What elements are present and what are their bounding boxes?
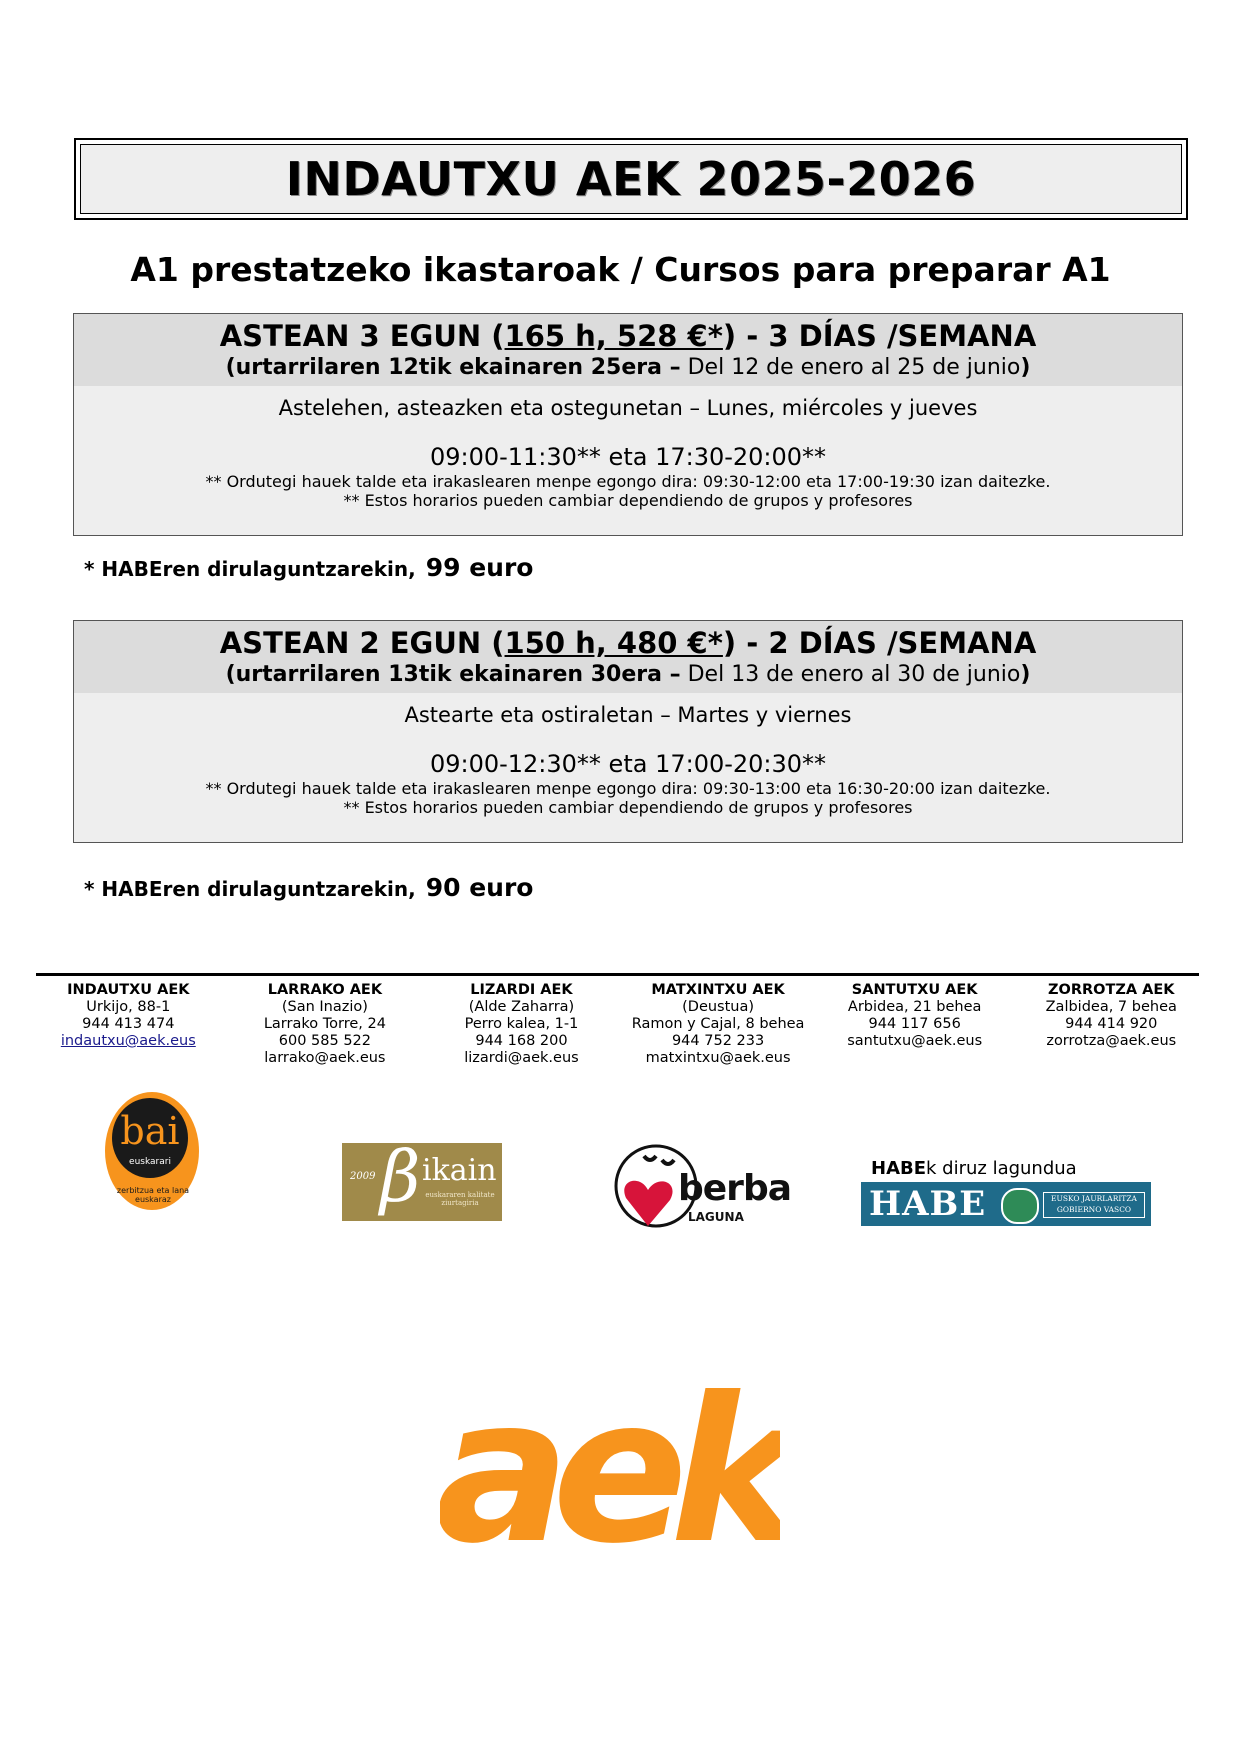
course-dates-eu: (urtarrilaren 13tik ekainaren 30era –: [225, 662, 681, 687]
office-column: [620, 982, 817, 1067]
course-title-pre: ASTEAN 2 EGUN (: [219, 626, 505, 660]
bai-euskarari-logo: [103, 1090, 201, 1212]
berba-laguna-logo: [614, 1140, 792, 1232]
office-line: (Deustua): [682, 999, 755, 1015]
office-line: Perro kalea, 1-1: [464, 1016, 579, 1032]
course-dates-close: ): [1020, 662, 1031, 687]
course-title-post: ) - 3 DÍAS /SEMANA: [722, 319, 1037, 353]
habe-word: HABE: [869, 1184, 987, 1224]
course-body: [74, 394, 1182, 510]
bai-sub: euskarari: [129, 1157, 171, 1167]
office-name: LARRAKO AEK: [267, 982, 383, 998]
habe-logo: [861, 1182, 1151, 1226]
aek-logo-graphic: [440, 1360, 780, 1590]
subsidy-line: [84, 553, 533, 582]
aek-word: aek: [440, 1360, 780, 1588]
offices-list: [30, 982, 1210, 1067]
course-title: [74, 318, 1182, 354]
bai-word: bai: [120, 1109, 180, 1153]
habe-caption-rest: k diruz lagundua: [926, 1158, 1077, 1179]
habe-caption-bold: HABE: [871, 1158, 927, 1179]
office-line: 944 117 656: [868, 1016, 961, 1032]
aek-logo: [440, 1360, 780, 1590]
office-email: matxintxu@aek.eus: [645, 1050, 791, 1066]
bikain-year: 2009: [350, 1171, 376, 1182]
course-dates-close: ): [1020, 355, 1031, 380]
office-name: ZORROTZA AEK: [1047, 982, 1175, 998]
course-header: [74, 314, 1182, 386]
office-line: 944 168 200: [475, 1033, 568, 1049]
bai-tagline: zerbitzua eta lana euskaraz: [116, 1186, 190, 1204]
office-name: LIZARDI AEK: [470, 982, 573, 998]
course-note-es: ** Estos horarios pueden cambiar dependiendo de grupos y profesores: [343, 491, 913, 510]
berba-sub: LAGUNA: [688, 1210, 744, 1224]
office-line: (San Inazio): [281, 999, 368, 1015]
coat-of-arms-icon: [1001, 1188, 1039, 1224]
bikain-logo: [342, 1143, 502, 1221]
office-line: 600 585 522: [278, 1033, 372, 1049]
office-column: [1013, 982, 1210, 1067]
office-column: [816, 982, 1013, 1067]
course-dates: [74, 354, 1182, 382]
bikain-beta-icon: β: [380, 1143, 421, 1218]
bikain-word: ikain: [422, 1153, 497, 1188]
office-name: INDAUTXU AEK: [67, 982, 190, 998]
footer-divider: [36, 973, 1199, 976]
office-email: lizardi@aek.eus: [464, 1050, 579, 1066]
course-hours: 09:00-11:30** eta 17:30-20:00**: [429, 443, 827, 471]
subsidy-amount: 90 euro: [425, 873, 534, 902]
berba-word: berba: [678, 1168, 792, 1209]
office-email: larrako@aek.eus: [264, 1050, 386, 1066]
course-title: [74, 625, 1182, 661]
office-name: MATXINTXU AEK: [651, 982, 785, 998]
office-line: 944 752 233: [671, 1033, 765, 1049]
office-line: (Alde Zaharra): [468, 999, 575, 1015]
office-column: [423, 982, 620, 1067]
gov-es: GOBIERNO VASCO: [1056, 1205, 1132, 1214]
bikain-sub: euskararen kalitate ziurtagiria: [425, 1191, 495, 1207]
course-hours-price: 150 h, 480 €*: [504, 626, 723, 660]
course-note-eu: ** Ordutegi hauek talde eta irakaslearen menpe egongo dira: 09:30-12:00 eta 17:00-19:30 izan daitezke.: [205, 472, 1051, 491]
course-header: [74, 621, 1182, 693]
course-2-days: [73, 620, 1183, 843]
subsidy-line: [84, 873, 533, 902]
office-name: SANTUTXU AEK: [851, 982, 978, 998]
office-line: 944 414 920: [1065, 1016, 1158, 1032]
course-3-days: [73, 313, 1183, 536]
office-email: zorrotza@aek.eus: [1046, 1033, 1177, 1049]
page-title: INDAUTXU AEK 2025-2026: [80, 144, 1182, 214]
course-body: [74, 701, 1182, 817]
course-note-es: ** Estos horarios pueden cambiar dependiendo de grupos y profesores: [343, 798, 913, 817]
course-dates-eu: (urtarrilaren 12tik ekainaren 25era –: [225, 355, 681, 380]
office-line: Urkijo, 88-1: [86, 999, 171, 1015]
office-column: [30, 982, 227, 1067]
office-email: santutxu@aek.eus: [847, 1033, 983, 1049]
course-note-eu: ** Ordutegi hauek talde eta irakaslearen menpe egongo dira: 09:30-13:00 eta 16:30-20:00 izan daitezke.: [205, 779, 1051, 798]
subsidy-amount: 99 euro: [425, 553, 534, 582]
office-email-link[interactable]: indautxu@aek.eus: [60, 1033, 196, 1049]
office-column: [227, 982, 424, 1067]
office-line: Zalbidea, 7 behea: [1045, 999, 1177, 1015]
course-dates-es: Del 12 de enero al 25 de junio: [680, 355, 1021, 380]
gov-eu: EUSKO JAURLARITZA: [1051, 1194, 1137, 1203]
office-line: Arbidea, 21 behea: [847, 999, 982, 1015]
course-hours: 09:00-12:30** eta 17:00-20:30**: [429, 750, 827, 778]
subsidy-label: * HABEren dirulaguntzarekin,: [84, 877, 416, 901]
habe-caption: [871, 1158, 1077, 1179]
course-title-post: ) - 2 DÍAS /SEMANA: [722, 626, 1037, 660]
course-days: Astearte eta ostiraletan – Martes y viernes: [404, 703, 852, 727]
course-days: Astelehen, asteazken eta ostegunetan – Lunes, miércoles y jueves: [278, 396, 978, 420]
course-dates: [74, 661, 1182, 689]
habe-government: [1043, 1192, 1145, 1218]
page-subtitle: A1 prestatzeko ikastaroak / Cursos para preparar A1: [130, 250, 1111, 289]
course-title-pre: ASTEAN 3 EGUN (: [219, 319, 505, 353]
course-dates-es: Del 13 de enero al 30 de junio: [680, 662, 1021, 687]
office-line: Larrako Torre, 24: [263, 1016, 386, 1032]
office-line: Ramon y Cajal, 8 behea: [631, 1016, 805, 1032]
office-line: 944 413 474: [82, 1016, 175, 1032]
subsidy-label: * HABEren dirulaguntzarekin,: [84, 557, 416, 581]
course-hours-price: 165 h, 528 €*: [504, 319, 723, 353]
title-box: [74, 138, 1188, 220]
